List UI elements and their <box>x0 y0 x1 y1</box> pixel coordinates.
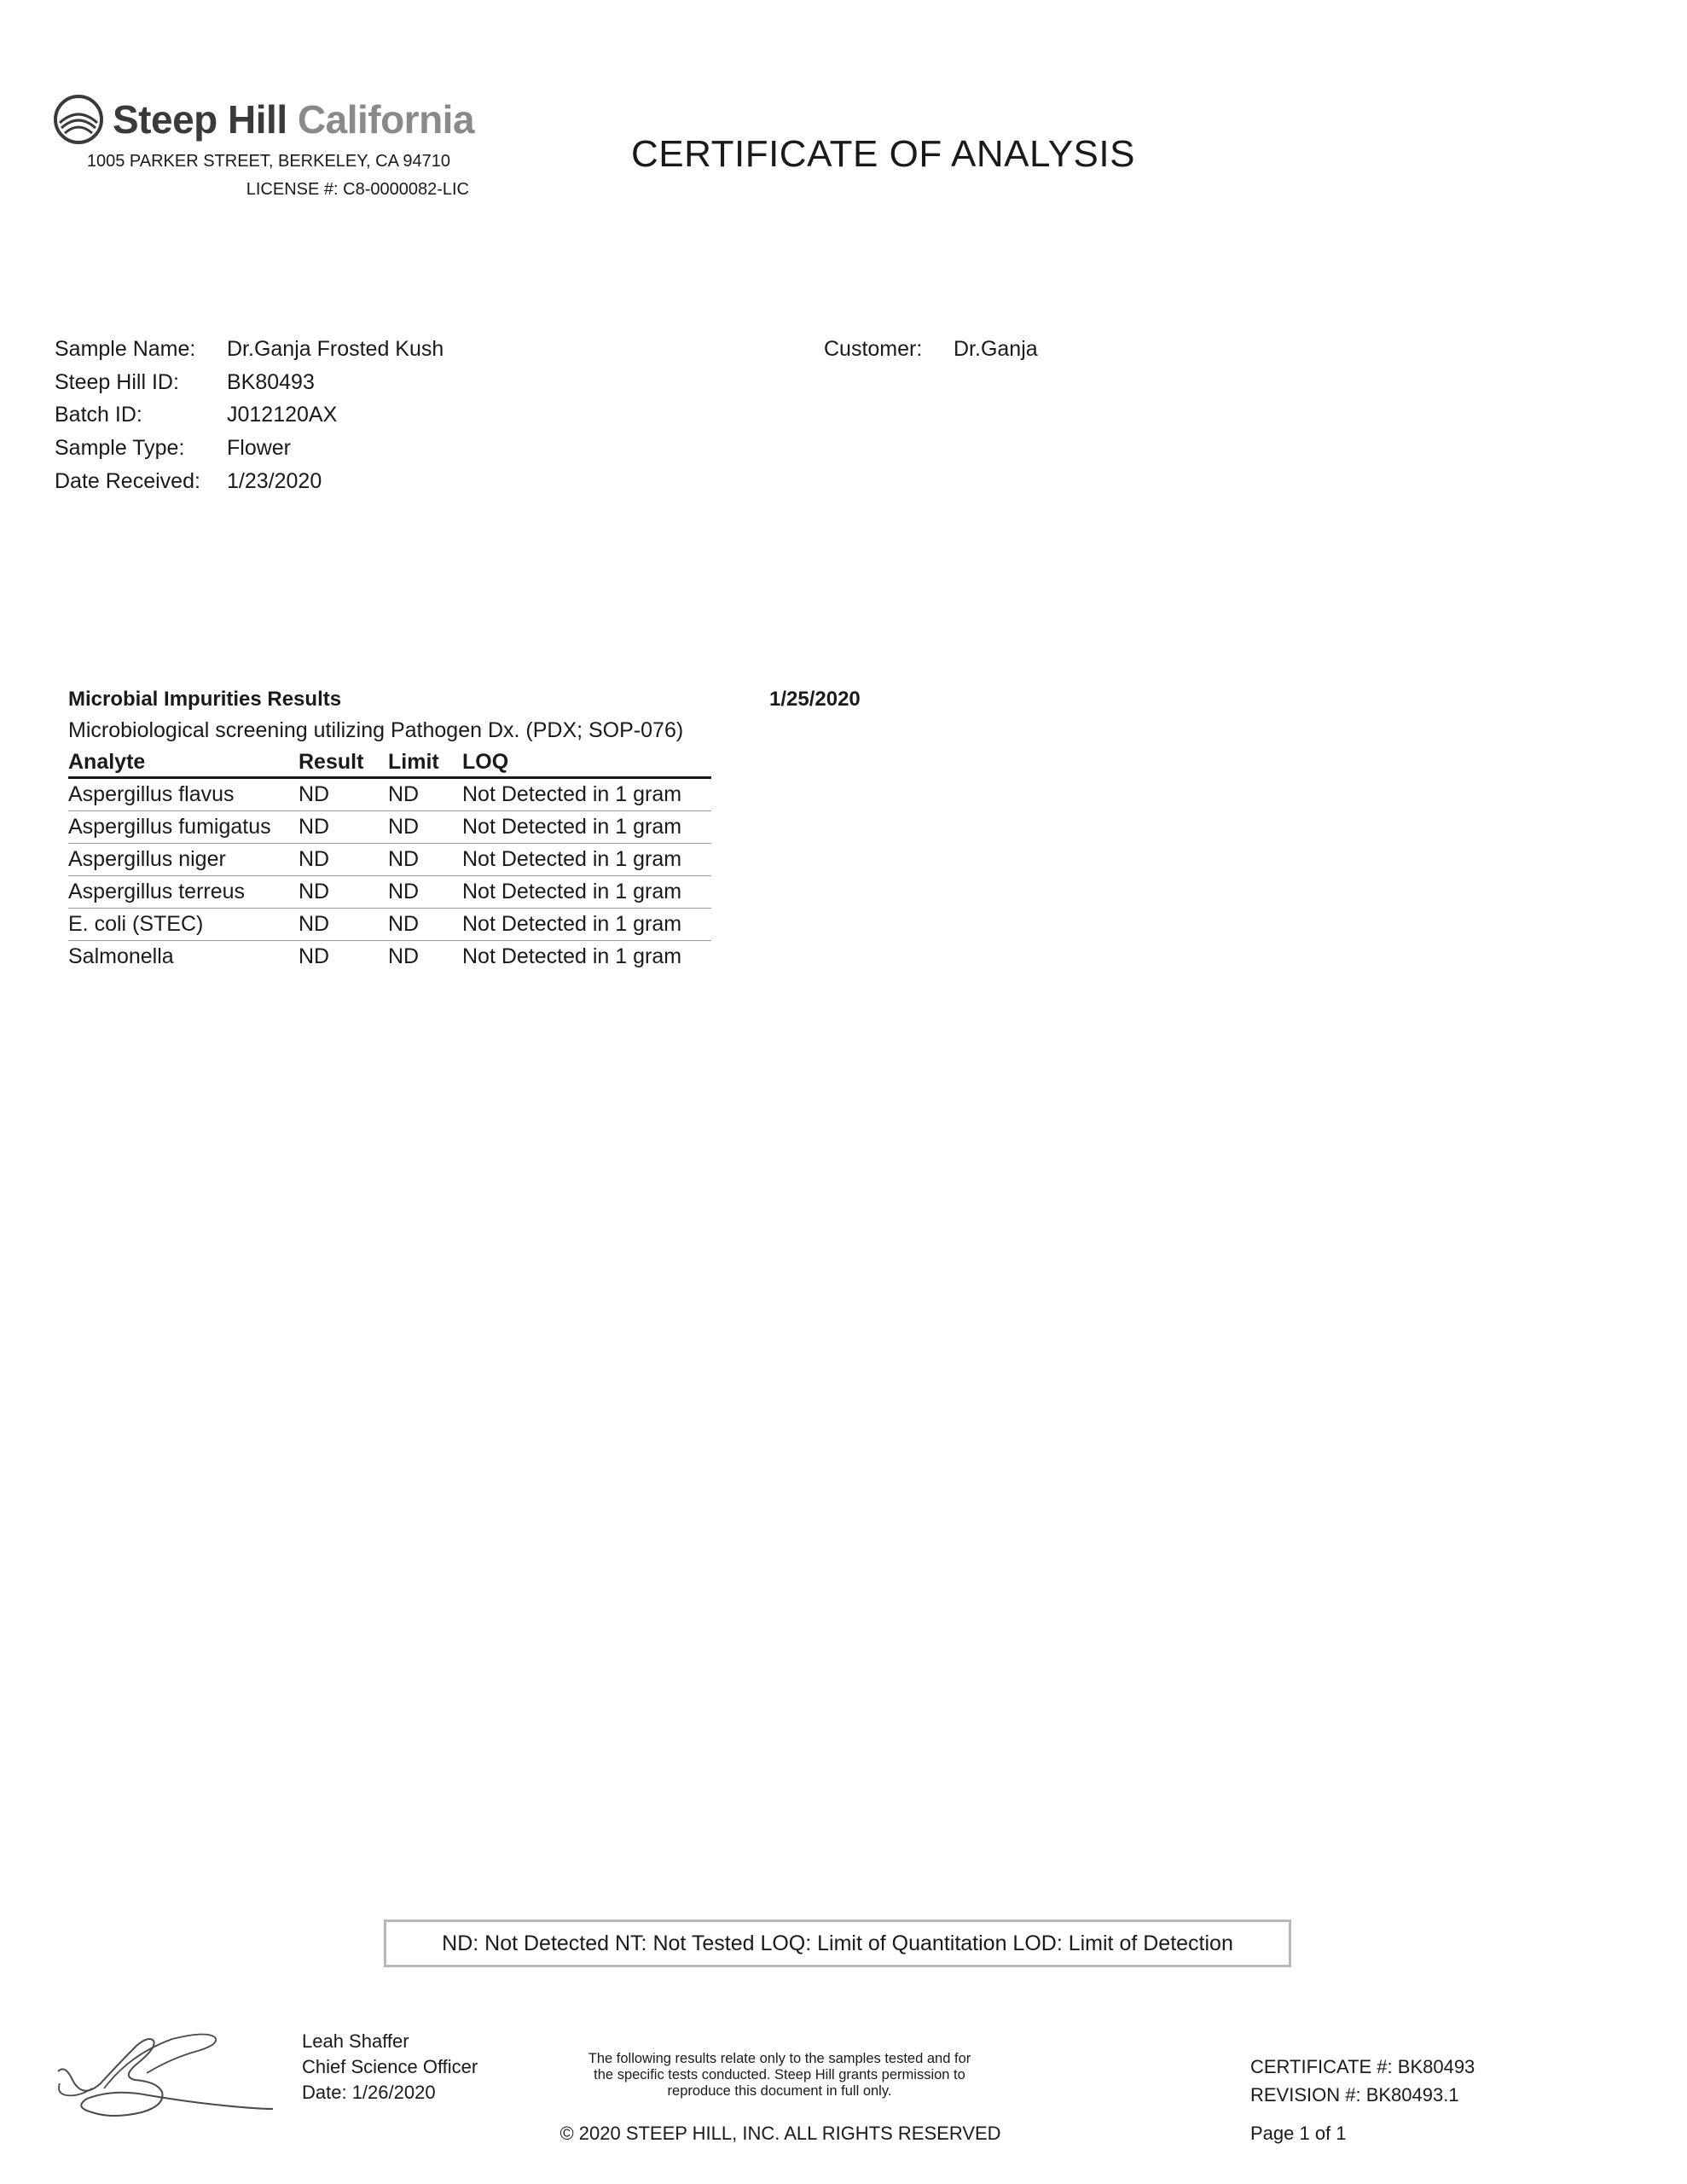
revision-number: REVISION #: BK80493.1 <box>1250 2084 1459 2106</box>
table-row <box>68 941 711 973</box>
table-row <box>68 778 711 811</box>
steep-hill-id-label: Steep Hill ID: <box>55 370 179 394</box>
result-cell: ND <box>299 811 388 844</box>
loq-cell: Not Detected in 1 gram <box>462 944 682 968</box>
page-number: Page 1 of 1 <box>1250 2123 1347 2144</box>
loq-cell: Not Detected in 1 gram <box>462 844 711 876</box>
lab-address: 1005 PARKER STREET, BERKELEY, CA 94710 <box>86 152 450 171</box>
customer-label: Customer: <box>824 337 923 361</box>
loq-cell: Not Detected in 1 gram <box>462 811 711 844</box>
batch-id-value: J012120AX <box>227 403 338 427</box>
signature-icon <box>53 2029 281 2128</box>
analyte-cell: Aspergillus niger <box>68 844 299 876</box>
analyte-cell: Aspergillus flavus <box>68 778 299 811</box>
signer-name: Leah Shaffer <box>302 2030 409 2052</box>
table-row <box>68 909 711 941</box>
disclaimer-line: the specific tests conducted. Steep Hill grants permission to <box>594 2067 965 2082</box>
analyte-cell: Aspergillus terreus <box>68 876 299 909</box>
result-cell: ND <box>299 944 330 968</box>
disclaimer-line: The following results relate only to the samples tested and for <box>588 2051 971 2066</box>
analyte-cell: E. coli (STEC) <box>68 909 299 941</box>
result-cell: ND <box>299 909 388 941</box>
document-title: CERTIFICATE OF ANALYSIS <box>631 133 1135 175</box>
sample-name-value: Dr.Ganja Frosted Kush <box>227 337 444 361</box>
section-subtitle: Microbiological screening utilizing Pathogen Dx. (PDX; SOP-076) <box>68 718 684 742</box>
column-header-result: Result <box>299 744 388 778</box>
company-logo <box>53 92 474 147</box>
table-row <box>68 844 711 876</box>
result-cell: ND <box>299 778 388 811</box>
microbial-results-table <box>68 744 711 973</box>
limit-cell: ND <box>388 844 462 876</box>
section-date: 1/25/2020 <box>769 688 861 711</box>
date-received-label: Date Received: <box>55 469 200 493</box>
limit-cell: ND <box>388 909 462 941</box>
table-row <box>68 876 711 909</box>
batch-id-label: Batch ID: <box>55 403 142 427</box>
signature-date: Date: 1/26/2020 <box>302 2082 436 2103</box>
limit-cell: ND <box>388 876 462 909</box>
limit-cell: ND <box>388 811 462 844</box>
lab-license: LICENSE #: C8-0000082-LIC <box>246 180 469 199</box>
loq-cell: Not Detected in 1 gram <box>462 909 711 941</box>
limit-cell: ND <box>388 778 462 811</box>
date-received-value: 1/23/2020 <box>227 469 322 493</box>
disclaimer-line: reproduce this document in full only. <box>667 2083 892 2099</box>
section-title: Microbial Impurities Results <box>68 688 342 711</box>
disclaimer <box>546 2051 1013 2100</box>
result-cell: ND <box>299 876 388 909</box>
sample-type-label: Sample Type: <box>55 436 185 460</box>
loq-cell: Not Detected in 1 gram <box>462 778 711 811</box>
steep-hill-logo-icon <box>53 94 104 145</box>
legend-text: ND: Not Detected NT: Not Tested LOQ: Limit of Quantitation LOD: Limit of Detection <box>442 1931 1233 1955</box>
sample-name-label: Sample Name: <box>55 337 196 361</box>
signer-title: Chief Science Officer <box>302 2056 478 2077</box>
column-header-analyte: Analyte <box>68 744 299 778</box>
table-row <box>68 811 711 844</box>
loq-cell: Not Detected in 1 gram <box>462 876 711 909</box>
copyright-notice: © 2020 STEEP HILL, INC. ALL RIGHTS RESERVED <box>559 2123 1001 2144</box>
limit-cell: ND <box>388 944 420 968</box>
certificate-number: CERTIFICATE #: BK80493 <box>1250 2056 1475 2077</box>
column-header-loq: LOQ <box>462 744 711 778</box>
table-header-row <box>68 744 711 778</box>
logo-light-text: California <box>297 97 475 142</box>
logo-bold-text: Steep Hill <box>113 97 287 142</box>
abbreviation-legend <box>384 1920 1291 1967</box>
sample-type-value: Flower <box>227 436 292 460</box>
steep-hill-id-value: BK80493 <box>227 370 315 394</box>
result-cell: ND <box>299 844 388 876</box>
customer-value: Dr.Ganja <box>954 337 1038 361</box>
analyte-cell: Aspergillus fumigatus <box>68 811 299 844</box>
logo-wordmark <box>113 96 474 142</box>
column-header-limit: Limit <box>388 744 462 778</box>
analyte-cell: Salmonella <box>68 944 174 968</box>
